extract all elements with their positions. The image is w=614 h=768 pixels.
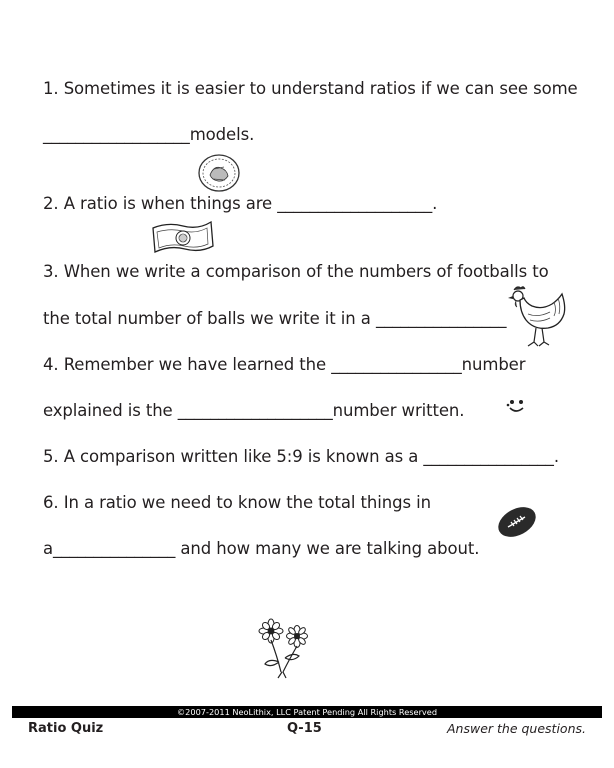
question-2: 2. A ratio is when things are ___________________. bbox=[43, 194, 438, 213]
copyright-bar: ©2007-2011 NeoLithix, LLC Patent Pending All Rights Reserved bbox=[12, 706, 602, 718]
page-number: Q-15 bbox=[287, 721, 322, 736]
dollar-bill-icon bbox=[149, 218, 215, 258]
football-icon bbox=[495, 503, 539, 541]
question-5: 5. A comparison written like 5:9 is known as a ________________. bbox=[43, 447, 559, 466]
question-1-line-1: 1. Sometimes it is easier to understand ratios if we can see some bbox=[43, 79, 578, 98]
question-1-line-2: __________________models. bbox=[43, 125, 255, 144]
question-4-line-1: 4. Remember we have learned the ________________number bbox=[43, 355, 526, 374]
question-6-line-1: 6. In a ratio we need to know the total things in bbox=[43, 493, 431, 512]
flowers-icon bbox=[255, 618, 313, 680]
smiley-face-icon bbox=[505, 397, 529, 415]
question-3-line-2: the total number of balls we write it in a ________________ bbox=[43, 309, 507, 328]
quiz-title: Ratio Quiz bbox=[28, 721, 104, 736]
instruction-text: Answer the questions. bbox=[447, 721, 586, 736]
question-3-line-1: 3. When we write a comparison of the numbers of footballs to bbox=[43, 262, 549, 281]
question-4-line-2: explained is the ___________________number written. bbox=[43, 401, 465, 420]
coin-icon bbox=[197, 153, 241, 193]
question-6-line-2: a_______________ and how many we are talking about. bbox=[43, 539, 480, 558]
rooster-icon bbox=[502, 284, 570, 350]
